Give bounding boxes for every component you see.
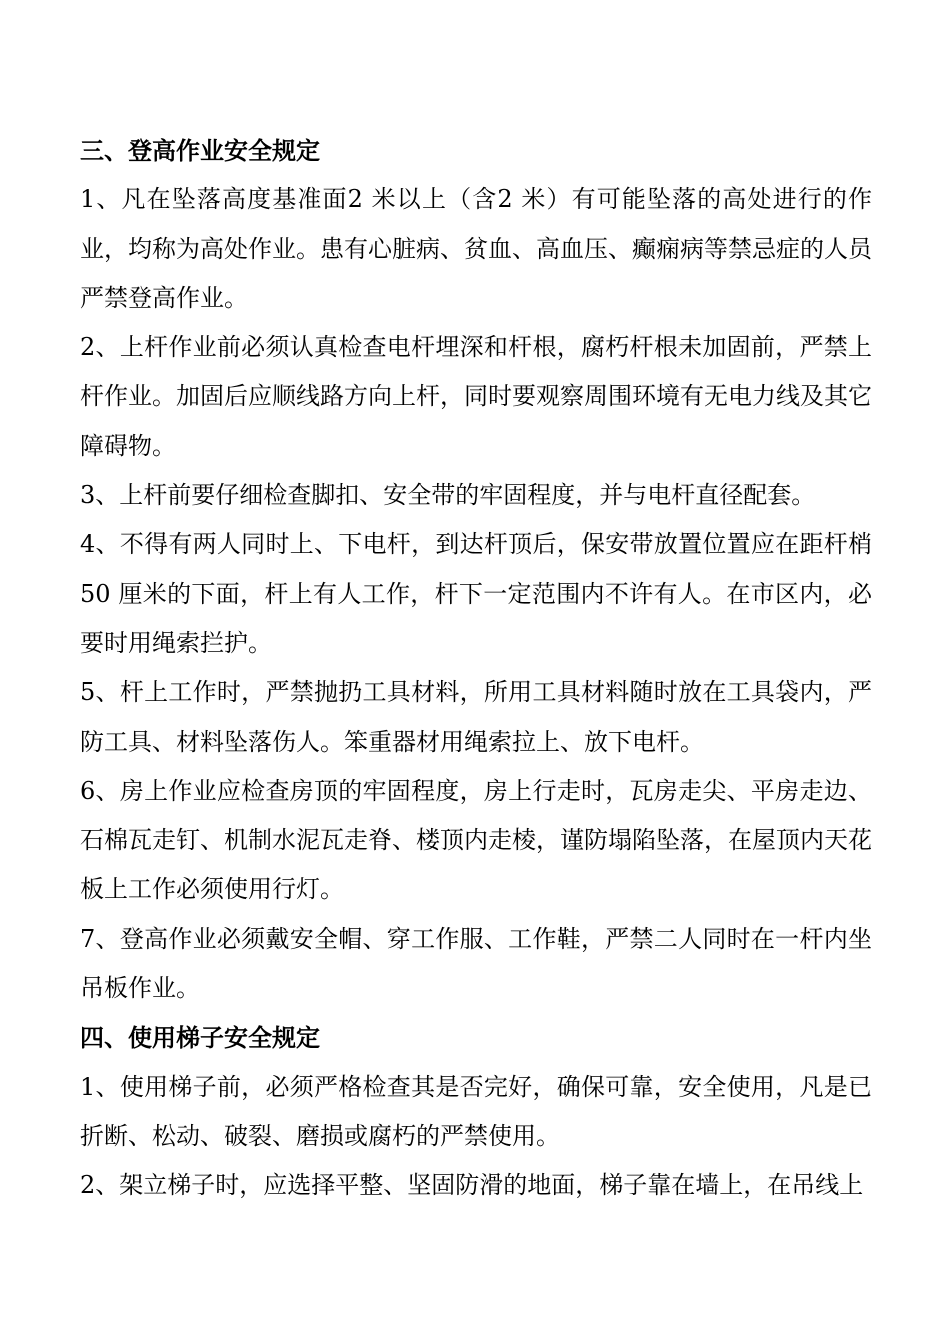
paragraph-climbing-3: 3、上杆前要仔细检查脚扣、安全带的牢固程度，并与电杆直径配套。 (80, 481, 816, 510)
paragraph-climbing-4: 4、不得有两人同时上、下电杆，到达杆顶后，保安带放置位置应在距杆梢50 厘米的下面，杆上有人工作，杆下一定范围内不许有人。在市区内，必要时用绳索拦护。 (80, 530, 872, 657)
paragraph-ladder-1: 1、使用梯子前，必须严格检查其是否完好，确保可靠，安全使用，凡是已折断、松动、破裂、磨损或腐朽的严禁使用。 (80, 1072, 872, 1150)
paragraph-climbing-5: 5、杆上工作时，严禁抛扔工具材料，所用工具材料随时放在工具袋内，严防工具、材料坠落伤人。笨重器材用绳索拉上、放下电杆。 (80, 678, 872, 756)
paragraph-climbing-1: 1、凡在坠落高度基准面2 米以上（含2 米）有可能坠落的高处进行的作业，均称为高处作业。患有心脏病、贫血、高血压、癫痫病等禁忌症的人员严禁登高作业。 (80, 185, 872, 312)
section-heading-climbing: 三、登高作业安全规定 (80, 136, 320, 165)
paragraph-ladder-2: 2、架立梯子时，应选择平整、坚固防滑的地面，梯子靠在墙上，在吊线上 (80, 1171, 864, 1200)
paragraph-climbing-7: 7、登高作业必须戴安全帽、穿工作服、工作鞋，严禁二人同时在一杆内坐吊板作业。 (80, 924, 872, 1003)
section-heading-ladder: 四、使用梯子安全规定 (80, 1023, 320, 1053)
document-page (80, 126, 872, 1211)
paragraph-climbing-2: 2、上杆作业前必须认真检查电杆埋深和杆根，腐朽杆根未加固前，严禁上杆作业。加固后应顺线路方向上杆，同时要观察周围环境有无电力线及其它障碍物。 (80, 333, 872, 460)
paragraph-climbing-6: 6、房上作业应检查房顶的牢固程度，房上行走时，瓦房走尖、平房走边、石棉瓦走钉、机制水泥瓦走脊、楼顶内走棱，谨防塌陷坠落，在屋顶内天花板上工作必须使用行灯。 (80, 776, 872, 904)
